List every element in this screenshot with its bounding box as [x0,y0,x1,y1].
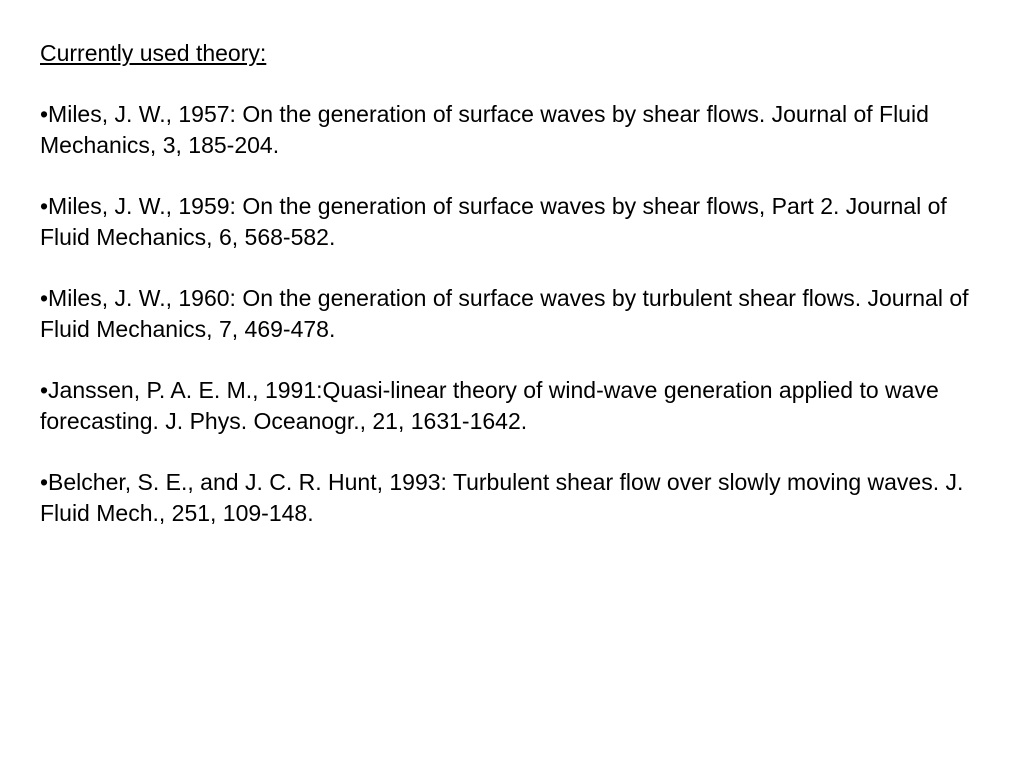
reference-item: •Janssen, P. A. E. M., 1991:Quasi-linear theory of wind-wave generation applied to wave forecasting. J. Phys. Oceanogr., 21, 1631-1642. [40,377,939,434]
slide-content [40,38,970,559]
reference-item: •Miles, J. W., 1960: On the generation of surface waves by turbulent shear flows. Journal of Fluid Mechanics, 7, 469-478. [40,285,969,342]
reference-item: •Miles, J. W., 1959: On the generation of surface waves by shear flows, Part 2. Journal of Fluid Mechanics, 6, 568-582. [40,193,947,250]
reference-list [40,99,970,529]
reference-item: •Miles, J. W., 1957: On the generation of surface waves by shear flows. Journal of Fluid Mechanics, 3, 185-204. [40,101,929,158]
reference-item: •Belcher, S. E., and J. C. R. Hunt, 1993: Turbulent shear flow over slowly moving waves. J. Fluid Mech., 251, 109-148. [40,469,964,526]
slide-heading: Currently used theory: [40,40,267,66]
